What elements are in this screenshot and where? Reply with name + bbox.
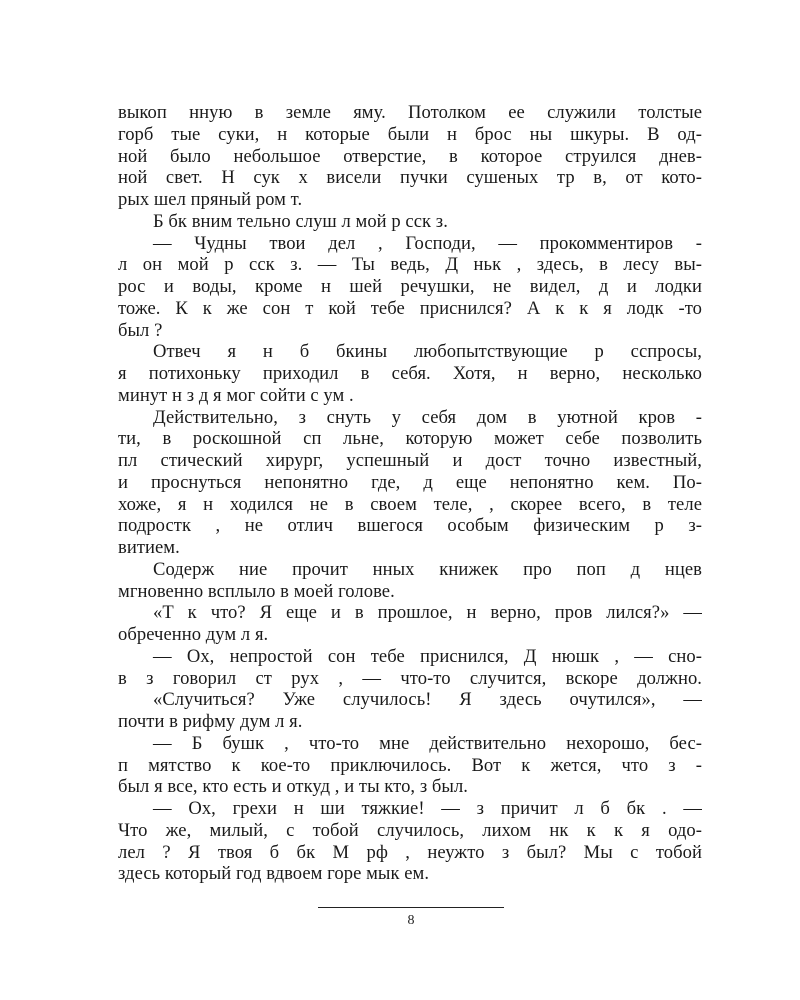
- text-line: горб тые суки, н которые были н брос ны шкуры. В од-: [118, 123, 702, 145]
- text-line: мгновенно всплыло в моей голове.: [118, 580, 395, 602]
- text-line: в з говорил ст рух , — что-то случится, вскоре должно.: [118, 667, 702, 689]
- text-line: Отвеч я н б бкины любопытствующие р сспросы,: [153, 341, 702, 363]
- text-line: витием.: [118, 537, 180, 558]
- text-line: был я все, кто есть и откуд , и ты кто, з был.: [118, 776, 468, 798]
- text-line: Действительно, з снуть у себя дом в уютной кров -: [153, 406, 702, 428]
- text-line: и проснуться непонятно где, д еще непонятно кем. По-: [118, 471, 702, 493]
- text-line: Б бк вним тельно слуш л мой р сск з.: [153, 210, 448, 232]
- text-line: п мятство к кое-то приключилось. Вот к жется, что з -: [118, 754, 702, 776]
- text-line: был ?: [118, 319, 163, 341]
- text-line: подростк , не отлич вшегося особым физическим р з-: [118, 515, 702, 537]
- text-line: Содерж ние прочит нных книжек про поп д нцев: [153, 558, 702, 580]
- text-line: — Ох, непростой сон тебе приснился, Д нюшк , — сно-: [153, 645, 702, 667]
- text-line: почти в рифму дум л я.: [118, 711, 303, 732]
- text-line: тоже. К к же сон т кой тебе приснился? А к к я лодк -то: [118, 297, 702, 319]
- body-text: [118, 102, 702, 885]
- page-number: 8: [407, 913, 415, 928]
- text-line: ти, в роскошной сп льне, которую может себе позволить: [118, 428, 702, 450]
- text-line: ной было небольшое отверстие, в которое струился днев-: [118, 145, 702, 167]
- text-line: «Т к что? Я еще и в прошлое, н верно, пров лился?» —: [153, 602, 702, 624]
- footer-rule: [318, 907, 504, 908]
- text-line: л он мой р сск з. — Ты ведь, Д ньк , здесь, в лесу вы-: [118, 254, 702, 276]
- text-line: пл стический хирург, успешный и дост точно известный,: [118, 450, 702, 471]
- text-line: обреченно дум л я.: [118, 624, 269, 645]
- text-line: я потихоньку приходил в себя. Хотя, н верно, несколько: [118, 363, 702, 384]
- text-line: выкоп нную в земле яму. Потолком ее служили толстые: [118, 102, 702, 123]
- text-line: лел ? Я твоя б бк М рф , неужто з был? Мы с тобой: [118, 841, 702, 863]
- text-line: — Ох, грехи н ши тяжкие! — з причит л б бк . —: [153, 798, 702, 819]
- text-line: здесь который год вдвоем горе мык ем.: [118, 863, 430, 885]
- text-line: рос и воды, кроме н шей речушки, не видел, д и лодки: [118, 276, 702, 297]
- text-line: «Случиться? Уже случилось! Я здесь очутился», —: [153, 689, 702, 711]
- text-line: — Чудны твои дел , Господи, — прокомментиров -: [153, 232, 702, 254]
- text-line: — Б бушк , что-то мне действительно нехорошо, бес-: [153, 732, 702, 754]
- text-line: рых шел пряный ром т.: [118, 189, 303, 210]
- text-line: хоже, я н ходился не в своем теле, , скорее всего, в теле: [118, 493, 702, 515]
- text-line: ной свет. Н сук х висели пучки сушеных тр в, от кото-: [118, 167, 702, 189]
- text-line: минут н з д я мог сойти с ум .: [118, 384, 354, 406]
- text-line: Что же, милый, с тобой случилось, лихом нк к к я одо-: [118, 819, 702, 841]
